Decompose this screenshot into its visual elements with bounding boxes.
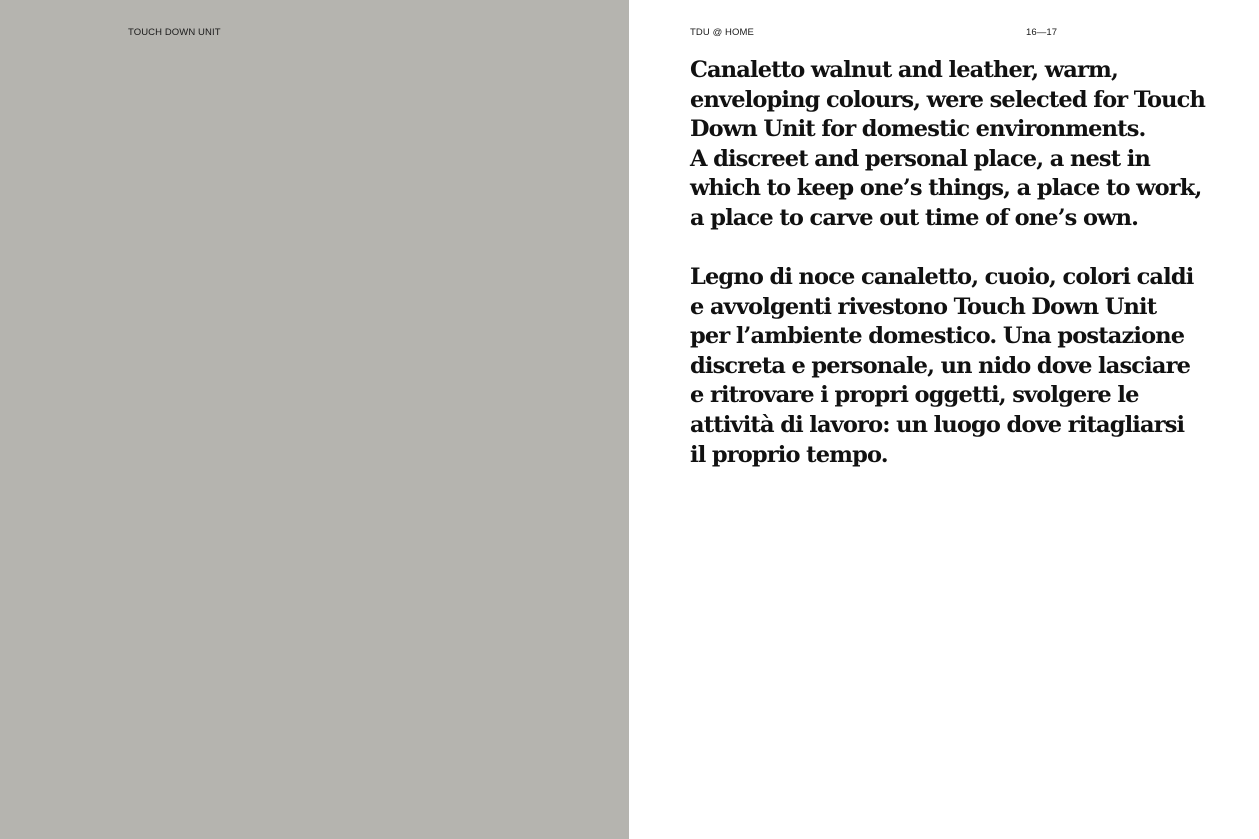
left-page	[0, 0, 629, 839]
paragraph-italian	[690, 263, 1210, 470]
paragraph-english	[690, 56, 1210, 234]
text-line: attività di lavoro: un luogo dove ritagliarsi	[690, 411, 1185, 438]
text-line: per l’ambiente domestico. Una postazione	[690, 323, 1185, 350]
text-line: Legno di noce canaletto, cuoio, colori caldi	[690, 264, 1194, 290]
text-line: enveloping colours, were selected for Touch	[690, 86, 1206, 113]
text-line: e ritrovare i propri oggetti, svolgere le	[690, 382, 1139, 409]
page-numbers: 16—17	[1026, 27, 1058, 38]
text-line: A discreet and personal place, a nest in	[690, 145, 1150, 172]
text-line: discreta e personale, un nido dove lasciare	[690, 352, 1191, 379]
text-line: Down Unit for domestic environments.	[690, 116, 1146, 143]
text-line: Canaletto walnut and leather, warm,	[690, 57, 1118, 83]
text-line: a place to carve out time of one’s own.	[690, 204, 1139, 231]
left-running-head: TOUCH DOWN UNIT	[128, 27, 221, 38]
right-page	[629, 0, 1259, 839]
text-line: il proprio tempo.	[690, 441, 888, 468]
right-running-head: TDU @ HOME	[690, 27, 754, 38]
text-line: e avvolgenti rivestono Touch Down Unit	[690, 293, 1157, 320]
text-line: which to keep one’s things, a place to work,	[690, 175, 1202, 202]
